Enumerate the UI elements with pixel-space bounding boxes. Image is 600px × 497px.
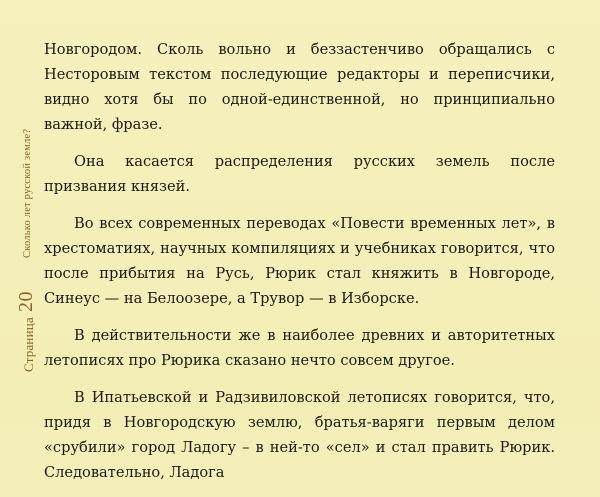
page-number: 20 [15,291,37,312]
paragraph-3: Во всех современных переводах «Повести временных лет», в хрестоматиях, научных компиляциях и учебниках говорится, что после прибытия на Русь, Рюрик стал княжить в Новгороде, Синеус — на Белоозере, а Трувор — в Изборске. [44,215,555,307]
paragraph-4: В действительности же в наиболее древних и авторитетных летописях про Рюрика сказано нечто совсем другое. [44,327,555,369]
paragraph-5: В Ипатьевской и Радзивиловской летописях говорится, что, придя в Новгородскую землю, братья-варяги первым делом «срубили» город Ладогу – в ней-то «сел» и стал править Рюрик. Следовательно, Ладога [44,389,555,481]
body-text [44,37,555,497]
paragraph-2: Она касается распределения русских земель после призвания князей. [44,153,555,195]
page-label: Страница [21,317,36,372]
paragraph-1: Новгородом. Сколь вольно и беззастенчиво обращались с Несторовым текстом последующие редакторы и переписчики, видно хотя бы по одной-единственной, но принципиально важной, фразе. [44,41,555,133]
running-header [6,0,36,423]
book-title: Сколько лет русской земле? [22,128,33,258]
